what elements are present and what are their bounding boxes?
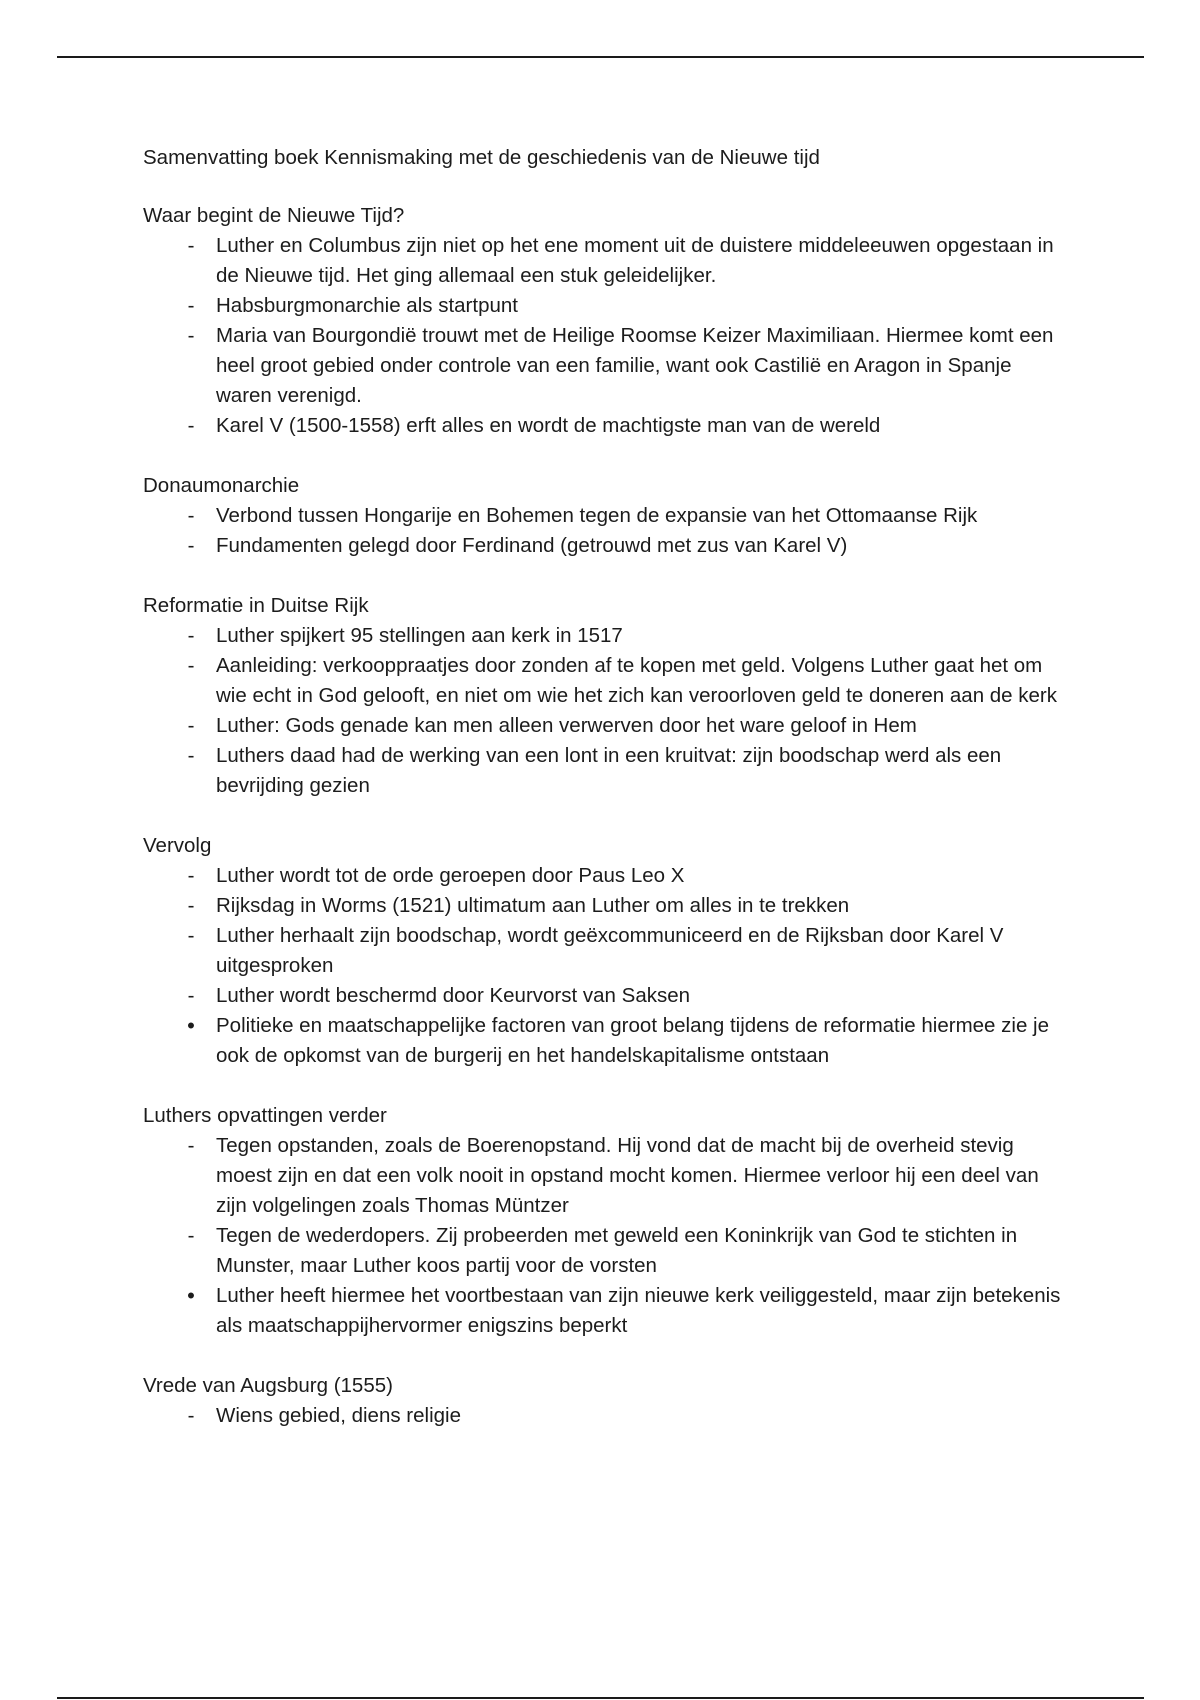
document-body [143,143,1063,1461]
list-item-text: Fundamenten gelegd door Ferdinand (getrouwd met zus van Karel V) [216,534,848,557]
list-item [143,1401,1063,1431]
list-item [143,411,1063,441]
list-item [143,1011,1063,1071]
list-item-text: Rijksdag in Worms (1521) ultimatum aan Luther om alles in te trekken [216,894,850,917]
list-item [143,621,1063,651]
dot-bullet-icon [181,1281,201,1312]
section-heading: Donaumonarchie [143,474,300,497]
list-item-text: Aanleiding: verkooppraatjes door zonden af te kopen met geld. Volgens Luther gaat het om wie echt in God gelooft, en niet om wie het zich kan veroorloven geld te doneren aan de kerk [216,654,1058,707]
list-item [143,891,1063,921]
list-item [143,981,1063,1011]
list-item-text: Karel V (1500-1558) erft alles en wordt de machtigste man van de wereld [216,414,881,437]
list-item [143,231,1063,291]
dash-bullet-icon [181,321,201,351]
list-item-text: Tegen opstanden, zoals de Boerenopstand. Hij vond dat de macht bij de overheid stevig moest zijn en dat een volk nooit in opstand mocht komen. Hiermee verloor hij een deel van zijn volgelingen zoals Thomas Müntzer [216,1134,1039,1217]
bullet-list [143,1131,1063,1341]
list-item-text: Luther spijkert 95 stellingen aan kerk in 1517 [216,624,623,647]
list-item-text: Maria van Bourgondië trouwt met de Heilige Roomse Keizer Maximiliaan. Hiermee komt een heel groot gebied onder controle van een familie, want ook Castilië en Aragon in Spanje waren verenigd. [216,324,1054,407]
section-vervolg [143,831,1063,1071]
bullet-list [143,231,1063,441]
dash-bullet-icon [181,621,201,651]
footer-rule [57,1697,1144,1699]
list-item-text: Habsburgmonarchie als startpunt [216,294,518,317]
section-reformatie [143,591,1063,801]
dash-bullet-icon [181,741,201,771]
dash-bullet-icon [181,981,201,1011]
list-item-text: Verbond tussen Hongarije en Bohemen tegen de expansie van het Ottomaanse Rijk [216,504,978,527]
dash-bullet-icon [181,231,201,261]
list-item [143,741,1063,801]
dot-bullet-icon [181,1011,201,1042]
dash-bullet-icon [181,1221,201,1251]
dash-bullet-icon [181,651,201,681]
section-heading: Vrede van Augsburg (1555) [143,1374,393,1397]
section-luthers-opvattingen [143,1101,1063,1341]
list-item [143,291,1063,321]
list-item-text: Luther heeft hiermee het voortbestaan van zijn nieuwe kerk veiliggesteld, maar zijn betekenis als maatschappijhervormer enigszins beperkt [216,1284,1061,1337]
list-item-text: Wiens gebied, diens religie [216,1404,461,1427]
section-heading: Luthers opvattingen verder [143,1104,387,1127]
dash-bullet-icon [181,711,201,741]
document-title: Samenvatting boek Kennismaking met de geschiedenis van de Nieuwe tijd [143,146,820,169]
dash-bullet-icon [181,1401,201,1431]
list-item-text: Luther: Gods genade kan men alleen verwerven door het ware geloof in Hem [216,714,917,737]
list-item-text: Luther en Columbus zijn niet op het ene moment uit de duistere middeleeuwen opgestaan in de Nieuwe tijd. Het ging allemaal een stuk geleidelijker. [216,234,1054,287]
header-rule [57,56,1144,58]
section-heading: Waar begint de Nieuwe Tijd? [143,204,405,227]
list-item [143,921,1063,981]
dash-bullet-icon [181,291,201,321]
list-item-text: Luther herhaalt zijn boodschap, wordt geëxcommuniceerd en de Rijksban door Karel V uitgesproken [216,924,1004,977]
list-item [143,651,1063,711]
dash-bullet-icon [181,1131,201,1161]
bullet-list [143,861,1063,1071]
list-item [143,321,1063,411]
dash-bullet-icon [181,861,201,891]
section-donaumonarchie [143,471,1063,561]
list-item [143,711,1063,741]
list-item [143,1281,1063,1341]
list-item-text: Luthers daad had de werking van een lont in een kruitvat: zijn boodschap werd als een bevrijding gezien [216,744,1002,797]
dash-bullet-icon [181,531,201,561]
list-item-text: Luther wordt beschermd door Keurvorst van Saksen [216,984,691,1007]
dash-bullet-icon [181,501,201,531]
section-waar-begint [143,201,1063,441]
list-item [143,1131,1063,1221]
bullet-list [143,621,1063,801]
bullet-list [143,1401,1063,1431]
list-item [143,1221,1063,1281]
list-item [143,501,1063,531]
section-heading: Reformatie in Duitse Rijk [143,594,369,617]
list-item-text: Luther wordt tot de orde geroepen door Paus Leo X [216,864,685,887]
dash-bullet-icon [181,921,201,951]
list-item-text: Tegen de wederdopers. Zij probeerden met geweld een Koninkrijk van God te stichten in Munster, maar Luther koos partij voor de vorsten [216,1224,1018,1277]
dash-bullet-icon [181,411,201,441]
list-item [143,861,1063,891]
list-item [143,531,1063,561]
section-heading: Vervolg [143,834,212,857]
list-item-text: Politieke en maatschappelijke factoren van groot belang tijdens de reformatie hiermee zie je ook de opkomst van de burgerij en het handelskapitalisme ontstaan [216,1014,1050,1067]
dash-bullet-icon [181,891,201,921]
bullet-list [143,501,1063,561]
section-vrede-van-augsburg [143,1371,1063,1431]
